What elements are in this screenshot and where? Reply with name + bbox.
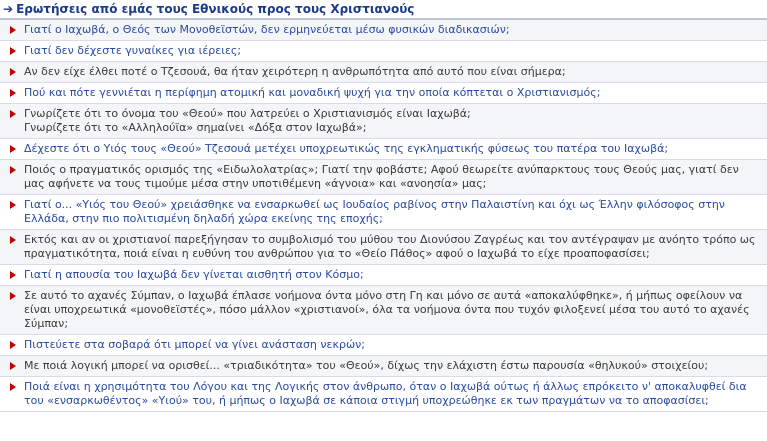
question-text: Εκτός και αν οι χριστιανοί παρεξήγησαν το συμβολισμό του μύθου του Διονύσου Ζαγρέως και τον αντέγραψαν με ανόητο τρόπο ως πραγματικότητα, ποιά είναι η ευθύνη του ανθρώπου για το «Θείο Πάθος» αφού ο Ιαχωβά το είχε προαποφασίσει; xyxy=(24,233,756,260)
question-link[interactable]: Γιατί δεν δέχεστε γυναίκες για ιέρειες; xyxy=(24,44,242,57)
list-item xyxy=(0,83,767,104)
list-item xyxy=(0,335,767,356)
question-text: Ποιός ο πραγματικός ορισμός της «Ειδωλολατρίας»; Γιατί την φοβάστε; Αφού θεωρείτε ανύπαρκτους τους Θεούς μας, γιατί δεν μας αφήνετε να τους τιμούμε μέσα στην υποτιθέμενη «άγνοια» και «ανοησία» μας; xyxy=(24,163,739,190)
bullet-arrow-icon xyxy=(0,139,24,159)
question-link[interactable]: Δέχεστε ότι ο Υιός τους «Θεού» Τζεσουά μετέχει υποχρεωτικώς της εγκληματικής φύσεως του πατέρα του Ιαχωβά; xyxy=(24,142,669,155)
question-link[interactable]: Γιατί η απουσία του Ιαχωβά δεν γίνεται αισθητή στον Κόσμο; xyxy=(24,268,364,281)
question-link[interactable]: Ποιά είναι η χρησιμότητα του Λόγου και της Λογικής στον άνθρωπο, όταν ο Ιαχωβά ούτως ή άλλως επρόκειτο ν' αποκαλυφθεί δια του «ενσαρκωθέντος» «Υιού» του, ή μήπως ο Ιαχωβά σε κάποια στιγμή υποχρεώθηκε εκ των πραγμάτων να το αποφασίσει; xyxy=(24,380,747,407)
list-item xyxy=(0,104,767,139)
bullet-arrow-icon xyxy=(0,20,24,40)
bullet-arrow-icon xyxy=(0,62,24,82)
arrow-right-icon: ➔ xyxy=(3,2,14,16)
question-link[interactable]: Πιστεύετε στα σοβαρά ότι μπορεί να γίνει ανάσταση νεκρών; xyxy=(24,338,366,351)
list-item xyxy=(0,286,767,335)
bullet-arrow-icon xyxy=(0,230,24,264)
list-item xyxy=(0,265,767,286)
list-item xyxy=(0,160,767,195)
bullet-arrow-icon xyxy=(0,286,24,334)
list-item xyxy=(0,377,767,412)
list-item xyxy=(0,139,767,160)
question-link[interactable]: Πού και πότε γεννιέται η περίφημη ατομική και μοναδική ψυχή για την οποία κόπτεται ο Χριστιανισμός; xyxy=(24,86,601,99)
bullet-arrow-icon xyxy=(0,265,24,285)
section-title: Ερωτήσεις από εμάς τους Εθνικούς προς τους Χριστιανούς xyxy=(16,2,415,16)
question-link[interactable]: Γιατί ο Ιαχωβά, ο Θεός των Μονοθεϊστών, δεν ερμηνεύεται μέσω φυσικών διαδικασιών; xyxy=(24,23,510,36)
list-item xyxy=(0,195,767,230)
list-item xyxy=(0,20,767,41)
question-text: Γνωρίζετε ότι το όνομα του «Θεού» που λατρεύει ο Χριστιανισμός είναι Ιαχωβά; Γνωρίζετε ότι το «Αλληλούϊα» σημαίνει «Δόξα στον Ιαχωβά»; xyxy=(24,107,471,134)
question-text: Σε αυτό το αχανές Σύμπαν, ο Ιαχωβά έπλασε νοήμονα όντα μόνο στη Γη και μόνο σε αυτά «αποκαλύφθηκε», ή μήπως οφείλουν να είναι υποχρεωτικά «μονοθεϊστές», πόσο μάλλον «χριστιανοί», όλα τα νοήμονα όντα που τυχόν φιλοξενεί μέσα του αυτό το αχανές Σύμπαν; xyxy=(24,289,750,330)
bullet-arrow-icon xyxy=(0,356,24,376)
question-link[interactable]: Γιατί ο... «Υιός του Θεού» χρειάσθηκε να ενσαρκωθεί ως Ιουδαίος ραβίνος στην Παλαιστίνη και όχι ως Έλλην φιλόσοφος στην Ελλάδα, στην πιο πολιτισμένη δηλαδή χώρα εκείνης της εποχής; xyxy=(24,198,725,225)
question-text: Με ποιά λογική μπορεί να ορισθεί... «τριαδικότητα» του «Θεού», δίχως την ελάχιστη έστω παρουσία «θηλυκού» στοιχείου; xyxy=(24,359,709,372)
bullet-arrow-icon xyxy=(0,83,24,103)
bullet-arrow-icon xyxy=(0,104,24,138)
list-item xyxy=(0,230,767,265)
section-header xyxy=(0,0,767,20)
question-text: Αν δεν είχε έλθει ποτέ ο Τζεσουά, θα ήταν χειρότερη η ανθρωπότητα από αυτό που είναι σήμερα; xyxy=(24,65,566,78)
bullet-arrow-icon xyxy=(0,160,24,194)
bullet-arrow-icon xyxy=(0,195,24,229)
list-item xyxy=(0,356,767,377)
bullet-arrow-icon xyxy=(0,335,24,355)
question-list xyxy=(0,20,767,412)
list-item xyxy=(0,41,767,62)
bullet-arrow-icon xyxy=(0,377,24,411)
bullet-arrow-icon xyxy=(0,41,24,61)
list-item xyxy=(0,62,767,83)
